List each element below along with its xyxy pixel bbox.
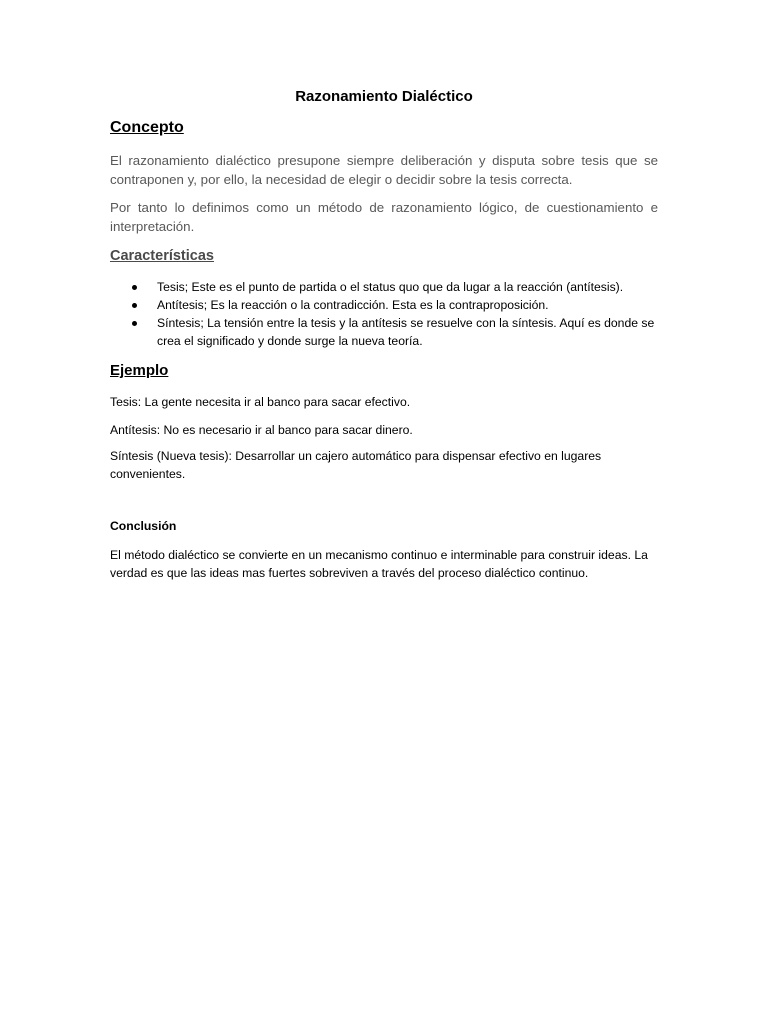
ejemplo-tesis: Tesis: La gente necesita ir al banco para sacar efectivo. xyxy=(110,395,411,409)
ejemplo-sintesis: Síntesis (Nueva tesis): Desarrollar un cajero automático para dispensar efectivo en lugares convenientes. xyxy=(110,449,602,481)
conclusion-text: El método dialéctico se convierte en un mecanismo continuo e interminable para construir ideas. La verdad es que las ideas mas fuertes sobreviven a través del proceso dialéctico continuo. xyxy=(110,548,648,580)
list-item xyxy=(110,278,658,296)
list-item-text: Tesis; Este es el punto de partida o el status quo que da lugar a la reacción (antítesis). xyxy=(157,280,624,294)
list-item-text: Antítesis; Es la reacción o la contradicción. Esta es la contraproposición. xyxy=(157,298,549,312)
caracteristicas-list xyxy=(110,278,658,350)
document-title: Razonamiento Dialéctico xyxy=(295,88,473,105)
list-item xyxy=(110,296,658,314)
list-item xyxy=(110,314,658,350)
ejemplo-heading: Ejemplo xyxy=(110,362,169,379)
ejemplo-antitesis: Antítesis: No es necesario ir al banco para sacar dinero. xyxy=(110,423,413,437)
bullet-icon xyxy=(132,303,137,308)
bullet-icon xyxy=(132,321,137,326)
bullet-icon xyxy=(132,285,137,290)
concepto-paragraph-2: Por tanto lo definimos como un método de razonamiento lógico, de cuestionamiento e interpretación. xyxy=(110,200,658,234)
concepto-paragraph-1: El razonamiento dialéctico presupone siempre deliberación y disputa sobre tesis que se contraponen y, por ello, la necesidad de elegir o decidir sobre la tesis correcta. xyxy=(110,153,658,187)
list-item-text: Síntesis; La tensión entre la tesis y la antítesis se resuelve con la síntesis. Aquí es donde se crea el significado y donde surge la nueva teoría. xyxy=(157,316,655,348)
concepto-heading: Concepto xyxy=(110,119,184,136)
caracteristicas-heading: Características xyxy=(110,248,214,264)
conclusion-heading: Conclusión xyxy=(110,519,177,533)
